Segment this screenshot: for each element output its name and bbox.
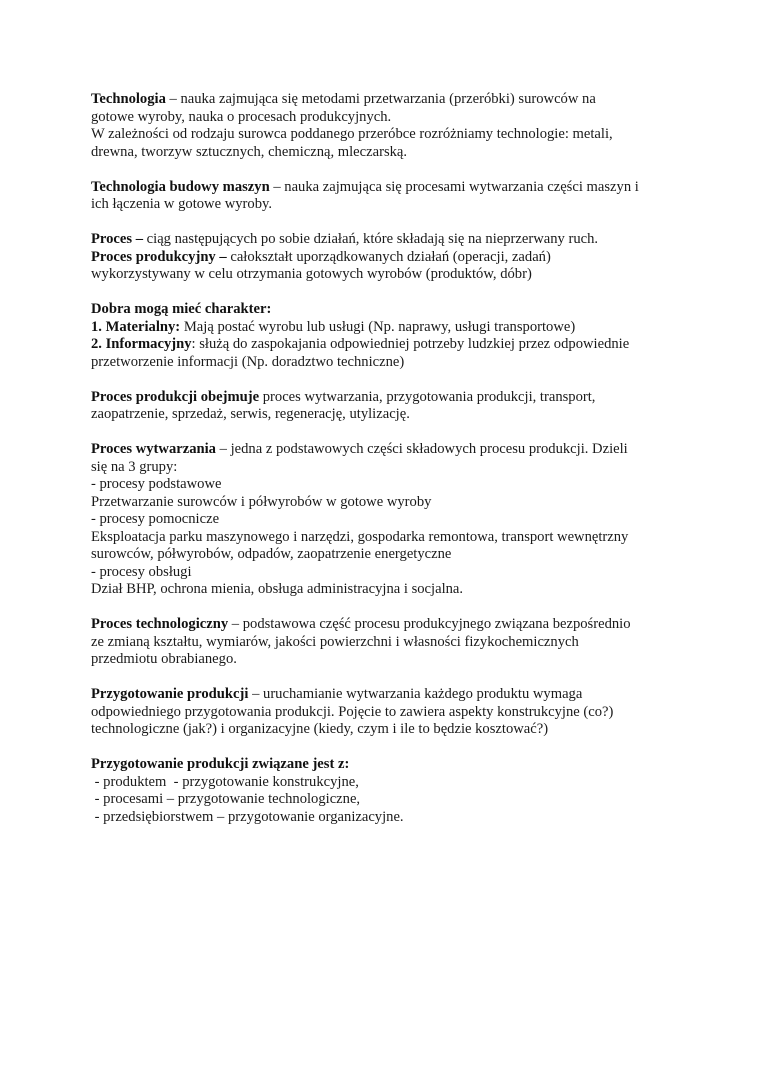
text-line bbox=[91, 791, 681, 809]
term-label: 1. Materialny: bbox=[91, 318, 181, 335]
line-text: się na 3 grupy: bbox=[91, 458, 178, 475]
text-line bbox=[91, 616, 681, 634]
line-text: przedmiotu obrabianego. bbox=[91, 651, 237, 667]
paragraph bbox=[91, 91, 681, 161]
line-text: - przedsiębiorstwem – przygotowanie organizacyjne. bbox=[91, 808, 404, 825]
text-line bbox=[91, 494, 681, 512]
line-text: ze zmianą kształtu, wymiarów, jakości powierzchni i własności fizykochemicznych bbox=[91, 633, 579, 650]
text-line bbox=[91, 126, 681, 144]
line-text: - procesy obsługi bbox=[91, 563, 192, 580]
text-line bbox=[91, 319, 681, 337]
text-line bbox=[91, 721, 681, 739]
line-text: W zależności od rodzaju surowca poddanego przeróbce rozróżniamy technologie: metali, bbox=[91, 126, 613, 142]
text-line bbox=[91, 336, 681, 354]
line-text: - procesy pomocnicze bbox=[91, 511, 220, 527]
document-page bbox=[91, 91, 681, 844]
line-text: – uruchamianie wytwarzania każdego produktu wymaga bbox=[248, 686, 583, 702]
paragraph bbox=[91, 179, 681, 214]
line-text: ciąg następujących po sobie działań, które składają się na nieprzerwany ruch. bbox=[143, 231, 599, 247]
text-line bbox=[91, 546, 681, 564]
line-text: Przetwarzanie surowców i półwyrobów w gotowe wyroby bbox=[91, 493, 432, 510]
text-line bbox=[91, 774, 681, 792]
text-line bbox=[91, 144, 681, 162]
paragraph bbox=[91, 301, 681, 371]
term-label: 2. Informacyjny bbox=[91, 336, 192, 352]
text-line bbox=[91, 231, 681, 249]
text-line bbox=[91, 266, 681, 284]
line-text: – nauka zajmująca się metodami przetwarzania (przeróbki) surowców na bbox=[165, 91, 596, 107]
line-text: – jedna z podstawowych części składowych procesu produkcji. Dzieli bbox=[215, 441, 628, 457]
text-line bbox=[91, 511, 681, 529]
line-text: ich łączenia w gotowe wyroby. bbox=[91, 196, 273, 212]
term-label: Technologia budowy maszyn bbox=[91, 178, 270, 195]
paragraph bbox=[91, 616, 681, 669]
text-line bbox=[91, 704, 681, 722]
line-text: gotowe wyroby, nauka o procesach produkcyjnych. bbox=[91, 108, 392, 125]
text-line bbox=[91, 581, 681, 599]
text-line bbox=[91, 406, 681, 424]
line-text: przetworzenie informacji (Np. doradztwo techniczne) bbox=[91, 353, 405, 370]
text-line bbox=[91, 476, 681, 494]
text-line bbox=[91, 809, 681, 827]
text-line bbox=[91, 564, 681, 582]
term-label: Proces produkcji obejmuje bbox=[91, 388, 260, 405]
text-line bbox=[91, 179, 681, 197]
line-text: surowców, półwyrobów, odpadów, zaopatrzenie energetyczne bbox=[91, 546, 452, 562]
text-line bbox=[91, 109, 681, 127]
line-text: technologiczne (jak?) i organizacyjne (kiedy, czym i ile to będzie kosztować?) bbox=[91, 721, 549, 737]
text-line bbox=[91, 196, 681, 214]
text-line bbox=[91, 301, 681, 319]
line-text: drewna, tworzyw sztucznych, chemiczną, mleczarską. bbox=[91, 143, 408, 160]
line-text: proces wytwarzania, przygotowania produkcji, transport, bbox=[259, 388, 596, 405]
text-line bbox=[91, 91, 681, 109]
text-line bbox=[91, 459, 681, 477]
paragraph bbox=[91, 686, 681, 739]
term-label: Proces wytwarzania bbox=[91, 441, 216, 457]
term-label: Przygotowanie produkcji związane jest z: bbox=[91, 756, 350, 772]
term-label: Proces – bbox=[91, 231, 144, 247]
text-line bbox=[91, 686, 681, 704]
line-text: – podstawowa część procesu produkcyjnego związana bezpośrednio bbox=[228, 616, 631, 632]
text-line bbox=[91, 441, 681, 459]
term-label: Technologia bbox=[91, 91, 166, 107]
line-text: Dział BHP, ochrona mienia, obsługa administracyjna i socjalna. bbox=[91, 581, 464, 597]
text-line bbox=[91, 354, 681, 372]
paragraph bbox=[91, 441, 681, 599]
text-line bbox=[91, 389, 681, 407]
term-label: Przygotowanie produkcji bbox=[91, 686, 249, 702]
line-text: odpowiedniego przygotowania produkcji. Pojęcie to zawiera aspekty konstrukcyjne (co?) bbox=[91, 703, 614, 720]
term-label: Dobra mogą mieć charakter: bbox=[91, 301, 272, 317]
text-line bbox=[91, 634, 681, 652]
line-text: – nauka zajmująca się procesami wytwarzania części maszyn i bbox=[269, 178, 639, 195]
paragraph bbox=[91, 231, 681, 284]
term-label: Proces technologiczny bbox=[91, 616, 229, 632]
text-line bbox=[91, 651, 681, 669]
paragraph bbox=[91, 389, 681, 424]
text-line bbox=[91, 756, 681, 774]
line-text: - procesy podstawowe bbox=[91, 476, 222, 492]
line-text: zaopatrzenie, sprzedaż, serwis, regenerację, utylizację. bbox=[91, 406, 410, 422]
line-text: Mają postać wyrobu lub usługi (Np. naprawy, usługi transportowe) bbox=[180, 318, 576, 335]
line-text: : służą do zaspokajania odpowiedniej potrzeby ludzkiej przez odpowiednie bbox=[191, 336, 630, 352]
term-label: Proces produkcyjny – bbox=[91, 248, 227, 265]
line-text: - produktem - przygotowanie konstrukcyjne, bbox=[91, 773, 359, 790]
line-text: wykorzystywany w celu otrzymania gotowych wyrobów (produktów, dóbr) bbox=[91, 266, 532, 282]
line-text: - procesami – przygotowanie technologiczne, bbox=[91, 791, 361, 807]
text-line bbox=[91, 529, 681, 547]
line-text: całokształt uporządkowanych działań (operacji, zadań) bbox=[226, 248, 551, 265]
text-line bbox=[91, 249, 681, 267]
line-text: Eksploatacja parku maszynowego i narzędzi, gospodarka remontowa, transport wewnętrzny bbox=[91, 528, 629, 545]
paragraph bbox=[91, 756, 681, 826]
